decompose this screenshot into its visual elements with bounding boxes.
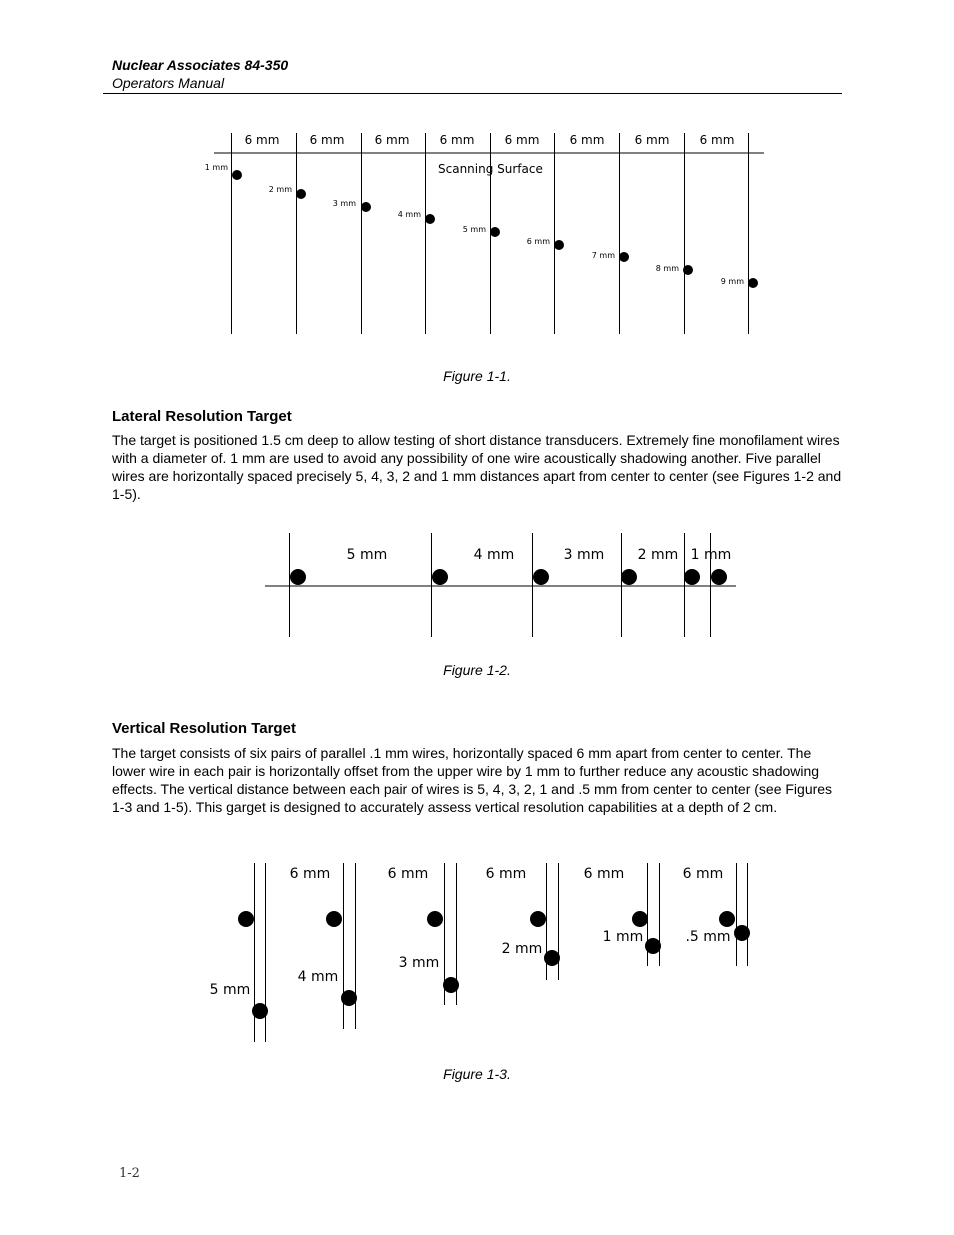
depth-label: 5 mm (462, 225, 486, 234)
lateral-paragraph: The target is positioned 1.5 cm deep to allow testing of short distance transducers. Extremely fine monofilament wires with a diameter of. 1 mm are used to avoid any possibility of one wire acoustically shadowing another. Five parallel wires are horizontally spaced precisely 5, 4, 3, 2 and 1 mm distances apart from center to center (see Figures 1-2 and 1-5). (112, 432, 842, 502)
document-subtitle: Operators Manual (112, 75, 225, 91)
page-number: 1-2 (119, 1166, 140, 1181)
pair-spacing-label: 1 mm (602, 929, 644, 945)
wire-dot (296, 189, 306, 199)
figure-1-1 (205, 133, 764, 334)
wire-dot-lower (443, 977, 459, 993)
spacing-label: 2 mm (637, 547, 679, 563)
spacing-label: 3 mm (563, 547, 605, 563)
wire-dot (361, 202, 371, 212)
wire-dot-upper (719, 911, 735, 927)
wire-dot-lower (645, 938, 661, 954)
wire-dot (711, 569, 727, 585)
wire-dot (290, 569, 306, 585)
wire-dot (619, 252, 629, 262)
wire-dot-lower (341, 990, 357, 1006)
depth-label: 7 mm (591, 251, 615, 260)
figure-1-3 (210, 863, 750, 1042)
lateral-heading: Lateral Resolution Target (112, 408, 292, 425)
wire-dot-upper (238, 911, 254, 927)
spacing-label: 6 mm (583, 866, 625, 882)
depth-label: 4 mm (397, 210, 421, 219)
scanning-surface-label: Scanning Surface (438, 162, 543, 176)
wire-dot-upper (632, 911, 648, 927)
wire-dot (554, 240, 564, 250)
pair-spacing-label: 5 mm (209, 982, 251, 998)
spacing-label: 6 mm (244, 133, 280, 147)
spacing-label: 6 mm (569, 133, 605, 147)
vertical-heading: Vertical Resolution Target (112, 720, 296, 737)
figure-1-3-caption: Figure 1-3. (443, 1066, 511, 1082)
document-title: Nuclear Associates 84-350 (112, 57, 289, 73)
spacing-label: 6 mm (439, 133, 475, 147)
wire-dot-lower (734, 925, 750, 941)
wire-dot (621, 569, 637, 585)
spacing-label: 6 mm (387, 866, 429, 882)
figure-1-1-caption: Figure 1-1. (443, 368, 511, 384)
wire-dot (683, 265, 693, 275)
wire-dot-lower (252, 1003, 268, 1019)
wire-dot (232, 170, 242, 180)
spacing-label: 4 mm (473, 547, 515, 563)
depth-label: 6 mm (526, 237, 550, 246)
depth-label: 1 mm (204, 163, 228, 172)
depth-label: 3 mm (332, 199, 356, 208)
figure-1-2-caption: Figure 1-2. (443, 662, 511, 678)
spacing-label: 6 mm (682, 866, 724, 882)
vertical-paragraph: The target consists of six pairs of parallel .1 mm wires, horizontally spaced 6 mm apart from center to center. The lower wire in each pair is horizontally offset from the upper wire by 1 mm to further reduce any acoustic shadowing effects. The vertical distance between each pair of wires is 5, 4, 3, 2, 1 and .5 mm from center to center (see Figures 1-3 and 1-5). This garget is designed to accurately assess vertical resolution capabilities at a depth of 2 cm. (112, 745, 833, 815)
spacing-label: 6 mm (289, 866, 331, 882)
spacing-label: 6 mm (699, 133, 735, 147)
pair-spacing-label: 3 mm (398, 955, 440, 971)
pair-spacing-label: 4 mm (297, 969, 339, 985)
wire-dot (684, 569, 700, 585)
pair-spacing-label: 2 mm (501, 941, 543, 957)
wire-dot (432, 569, 448, 585)
depth-label: 9 mm (720, 277, 744, 286)
wire-dot-lower (544, 950, 560, 966)
spacing-label: 6 mm (485, 866, 527, 882)
depth-label: 2 mm (268, 185, 292, 194)
wire-dot (748, 278, 758, 288)
wire-dot-upper (427, 911, 443, 927)
figure-1-2 (265, 533, 736, 637)
wire-dot (533, 569, 549, 585)
spacing-label: 6 mm (374, 133, 410, 147)
spacing-label: 1 mm (690, 547, 732, 563)
wire-dot (425, 214, 435, 224)
spacing-label: 6 mm (634, 133, 670, 147)
header-rule (103, 93, 842, 94)
wire-dot (490, 227, 500, 237)
wire-dot-upper (530, 911, 546, 927)
wire-dot-upper (326, 911, 342, 927)
spacing-label: 6 mm (504, 133, 540, 147)
pair-spacing-label: .5 mm (685, 929, 731, 945)
spacing-label: 5 mm (346, 547, 388, 563)
depth-label: 8 mm (655, 264, 679, 273)
spacing-label: 6 mm (309, 133, 345, 147)
